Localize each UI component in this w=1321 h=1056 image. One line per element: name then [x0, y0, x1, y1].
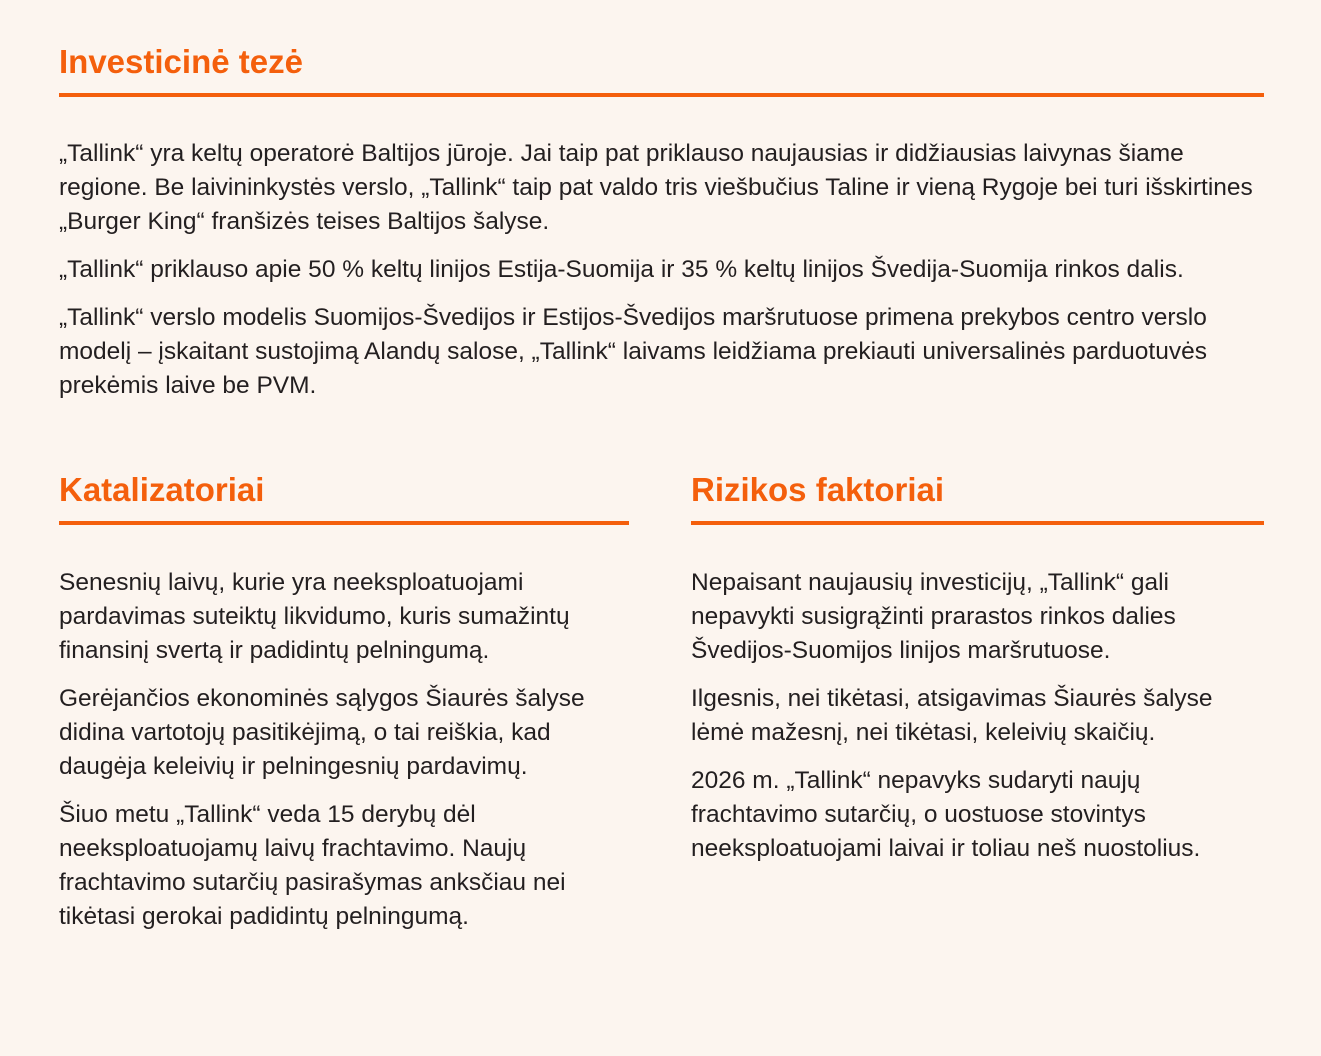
thesis-paragraph: „Tallink“ yra keltų operatorė Baltijos jūroje. Jai taip pat priklauso naujausias ir didžiausias laivynas šiame regione. Be laivininkystės verslo, „Tallink“ taip pat valdo tris viešbučius Taline ir vieną Rygoje bei turi išskirtines „Burger King“ franšizės teises Baltijos šalyse.	[59, 140, 1253, 235]
catalysts-section	[59, 470, 629, 934]
heading-divider	[59, 93, 1264, 97]
catalysts-title: Katalizatoriai	[59, 471, 265, 508]
catalyst-paragraph: Gerėjančios ekonominės sąlygos Šiaurės šalyse didina vartotojų pasitikėjimą, o tai reiškia, kad daugėja keleivių ir pelningesnių pardavimų.	[59, 685, 585, 780]
risk-factors-body	[691, 566, 1264, 866]
risk-factors-section	[691, 470, 1264, 866]
risk-paragraph: 2026 m. „Tallink“ nepavyks sudaryti naujų frachtavimo sutarčių, o uostuose stovintys neeksploatuojami laivai ir toliau neš nuostolius.	[691, 767, 1201, 862]
heading-divider	[691, 521, 1264, 525]
risk-factors-title: Rizikos faktoriai	[691, 471, 945, 508]
investment-thesis-title: Investicinė tezė	[59, 43, 303, 80]
risk-paragraph: Ilgesnis, nei tikėtasi, atsigavimas Šiaurės šalyse lėmė mažesnį, nei tikėtasi, keleivių skaičių.	[691, 685, 1213, 746]
catalyst-paragraph: Šiuo metu „Tallink“ veda 15 derybų dėl neeksploatuojamų laivų frachtavimo. Naujų frachtavimo sutarčių pasirašymas anksčiau nei tikėtasi gerokai padidintų pelningumą.	[59, 801, 566, 930]
catalyst-paragraph: Senesnių laivų, kurie yra neeksploatuojami pardavimas suteiktų likvidumo, kuris sumažintų finansinį svertą ir padidintų pelningumą.	[59, 569, 570, 664]
investment-thesis-section	[59, 42, 1264, 403]
thesis-paragraph: „Tallink“ verslo modelis Suomijos-Švedijos ir Estijos-Švedijos maršrutuose primena prekybos centro verslo modelį – įskaitant sustojimą Alandų salose, „Tallink“ laivams leidžiama prekiauti universalinės parduotuvės prekėmis laive be PVM.	[59, 304, 1207, 399]
heading-divider	[59, 521, 629, 525]
risk-paragraph: Nepaisant naujausių investicijų, „Tallink“ gali nepavykti susigrąžinti prarastos rinkos dalies Švedijos-Suomijos linijos maršrutuose.	[691, 569, 1176, 664]
investment-thesis-body	[59, 137, 1264, 403]
catalysts-body	[59, 566, 629, 934]
thesis-paragraph: „Tallink“ priklauso apie 50 % keltų linijos Estija-Suomija ir 35 % keltų linijos Švedija-Suomija rinkos dalis.	[59, 256, 1184, 283]
